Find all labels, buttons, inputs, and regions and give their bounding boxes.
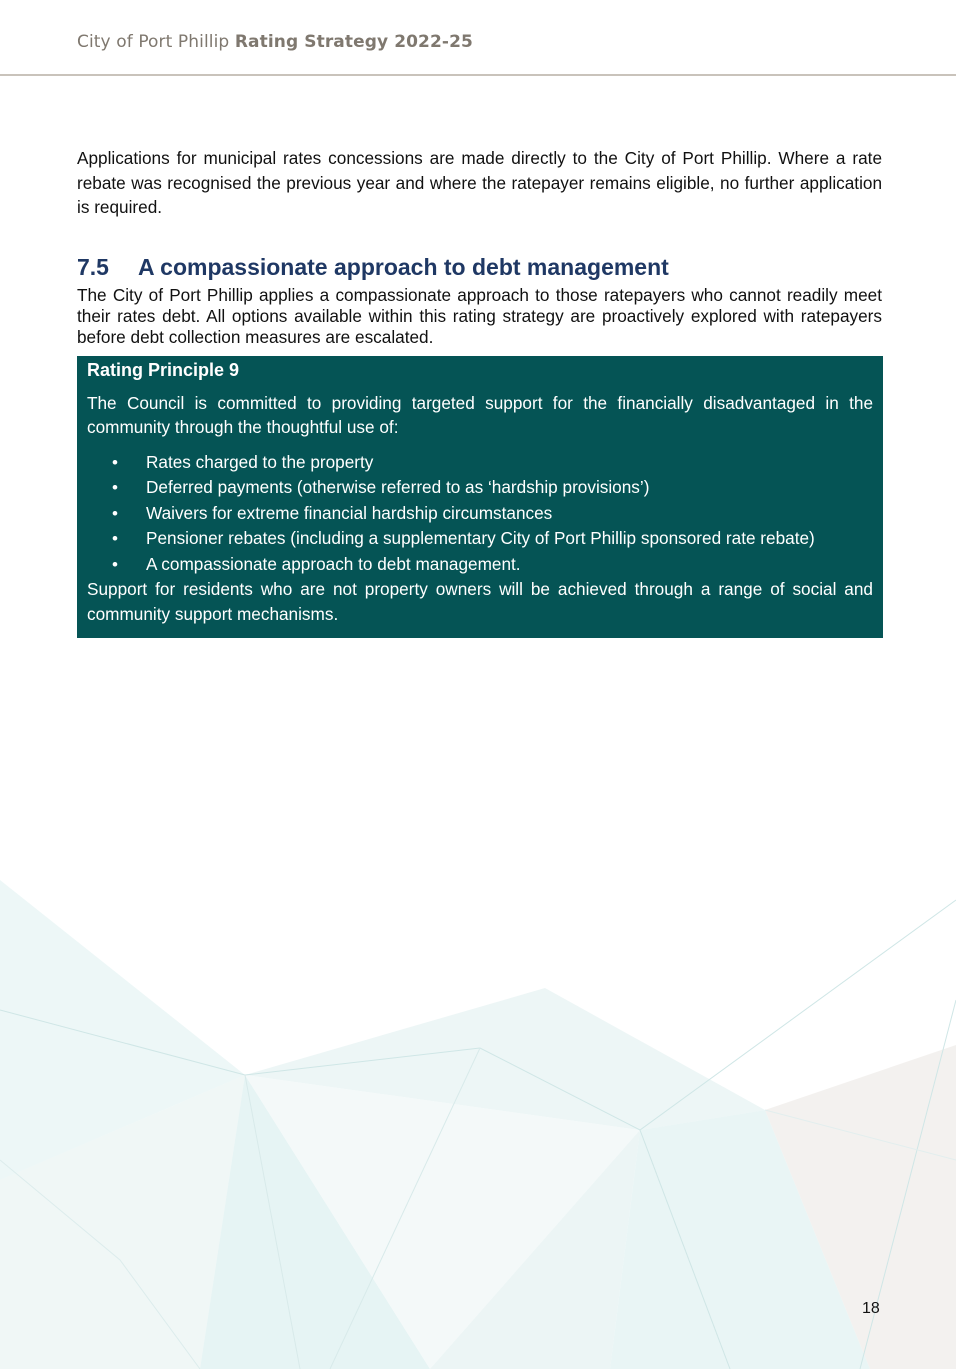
decorative-background-triangles	[0, 860, 956, 1369]
principle-title: Rating Principle 9	[87, 359, 240, 380]
list-item	[87, 450, 873, 476]
bullet-text: A compassionate approach to debt management.	[146, 553, 521, 574]
header-doc-title: Rating Strategy 2022-25	[234, 32, 473, 52]
page-number: 18	[862, 1300, 880, 1317]
principle-bullet-list	[87, 450, 873, 578]
section-paragraph: The City of Port Phillip applies a compassionate approach to those ratepayers who cannot readily meet their rates debt. All options available within this rating strategy are proactively explored with ratepayers before debt collection measures are escalated.	[77, 284, 882, 347]
main-content	[77, 146, 882, 638]
principle-intro: The Council is committed to providing targeted support for the financially disadvantaged in the community through the thoughtful use of:	[87, 392, 873, 437]
list-item	[87, 526, 873, 552]
rating-principle-box	[77, 356, 883, 639]
page-header	[0, 0, 956, 76]
bullet-text: Pensioner rebates (including a supplementary City of Port Phillip sponsored rate rebate)	[146, 528, 815, 548]
bullet-icon: •	[112, 452, 118, 472]
bullet-text: Rates charged to the property	[146, 451, 374, 472]
section-title: A compassionate approach to debt management	[138, 253, 669, 280]
bullet-icon: •	[112, 503, 118, 523]
list-item	[87, 475, 873, 501]
list-item	[87, 501, 873, 527]
section-heading	[77, 252, 882, 282]
principle-outro: Support for residents who are not property owners will be achieved through a range of social and community support mechanisms.	[87, 579, 873, 624]
intro-paragraph: Applications for municipal rates concessions are made directly to the City of Port Phillip. Where a rate rebate was recognised the previous year and where the ratepayer remains eligible, no further application is required.	[77, 148, 882, 217]
header-org: City of Port Phillip	[77, 32, 230, 52]
list-item	[87, 552, 873, 578]
bullet-icon: •	[112, 529, 118, 548]
bullet-text: Deferred payments (otherwise referred to as ‘hardship provisions’)	[146, 477, 650, 497]
running-header	[77, 32, 473, 52]
section-number: 7.5	[77, 253, 109, 280]
bullet-text: Waivers for extreme financial hardship circumstances	[146, 502, 553, 523]
bullet-icon: •	[112, 554, 118, 574]
bullet-icon: •	[112, 478, 118, 497]
